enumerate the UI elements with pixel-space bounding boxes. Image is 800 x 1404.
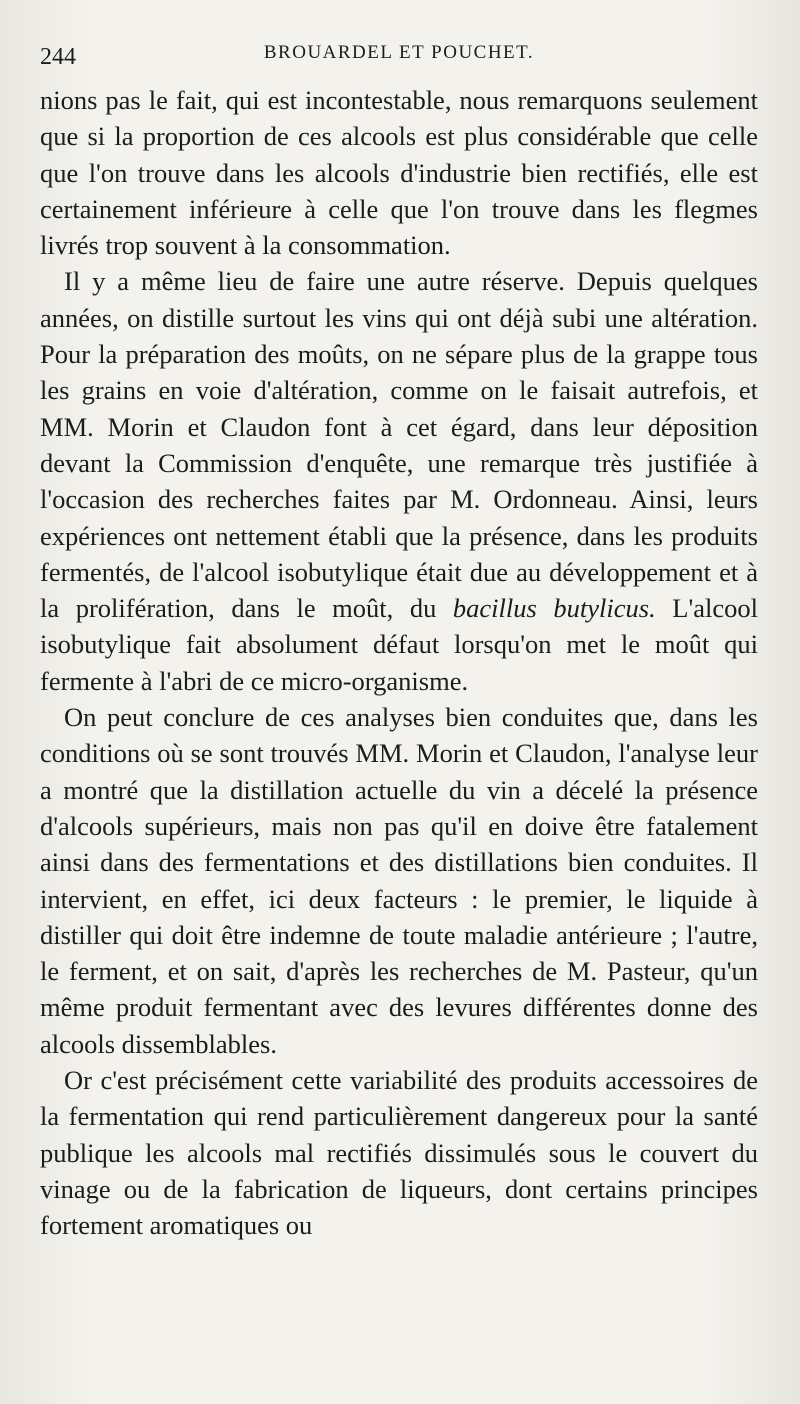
paragraph-4: Or c'est précisément cette variabilité des produits accessoires de la fermentation qui rend particulièrement dangereux pour la santé publique les alcools mal rectifiés dissimulés sous le couvert du vinage ou de la fabrication de liqueurs, dont certains principes fortement aromatiques ou xyxy=(40,1065,758,1241)
paragraph-2-italic-term: bacillus butylicus. xyxy=(452,593,656,624)
paragraph-2-part-1: Il y a même lieu de faire une autre réserve. Depuis quelques années, on distille surtout les vins qui ont déjà subi une altération. Pour la préparation des moûts, on ne sépare plus de la grappe tous les grains en voie d'altération, comme on le faisait autrefois, et MM. Morin et Claudon font à cet égard, dans leur déposition devant la Commission d'enquête, une remarque très justifiée à l'occasion des recherches faites par M. Ordonneau. Ainsi, leurs expériences ont nettement établi que la présence, dans les produits fermentés, de l'alcool isobutylique était due au développement et à la prolifération, dans le moût, du xyxy=(40,266,758,624)
page-header xyxy=(40,36,758,82)
paragraph-3: On peut conclure de ces analyses bien conduites que, dans les conditions où se sont trouvés MM. Morin et Claudon, l'analyse leur a montré que la distillation actuelle du vin a décelé la présence d'alcools supérieurs, mais non pas qu'il en doive être fatalement ainsi dans des fermentations et des distillations bien conduites. Il intervient, en effet, ici deux facteurs : le premier, le liquide à distiller qui doit être indemne de toute maladie antérieure ; l'autre, le ferment, et on sait, d'après les recherches de M. Pasteur, qu'un même produit fermentant avec des levures différentes donne des alcools dissemblables. xyxy=(40,702,758,1059)
paragraph-2 xyxy=(40,263,758,699)
paragraph-1: nions pas le fait, qui est incontestable, nous remarquons seulement que si la proportion de ces alcools est plus considérable que celle que l'on trouve dans les alcools d'industrie bien rectifiés, elle est certainement inférieure à celle que l'on trouve dans les flegmes livrés trop souvent à la consommation. xyxy=(40,85,758,261)
paragraph-2-part-2: L'alcool isobutylique fait absolument défaut lorsqu'on met le moût qui fermente à l'abri de ce micro-organisme. xyxy=(40,593,758,696)
running-head: BROUARDEL ET POUCHET. xyxy=(263,42,535,63)
page-number: 244 xyxy=(40,44,76,70)
body-text xyxy=(40,82,758,1244)
